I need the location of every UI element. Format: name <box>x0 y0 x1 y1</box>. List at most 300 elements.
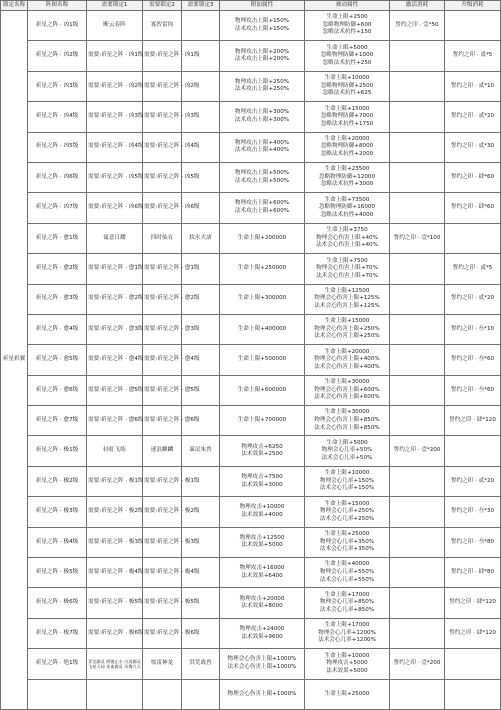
extra-attribute-cell-line: 生命上限+600000 <box>237 386 287 393</box>
formation-name-cell: 祈星之阵 · 极4级 <box>28 527 87 557</box>
column-header: 需要锁定2 <box>143 1 182 11</box>
passive-attribute-cell-line: 忽略法术抗性+4000 <box>320 211 374 218</box>
passive-attribute-cell-line: 忽略物理防御+600 <box>322 21 372 28</box>
extra-attribute-cell <box>220 497 305 527</box>
requirement-1-cell: 断云春阵 <box>87 11 143 41</box>
requirement-2-cell: 惊雷神龙 <box>143 649 182 679</box>
extra-attribute-cell-line: 物理攻击上限+600% <box>234 200 290 207</box>
passive-attribute-cell-line: 生命上限+30000 <box>324 409 370 416</box>
activate-cost-cell <box>390 284 445 314</box>
passive-attribute-cell-line: 法术效果+5000 <box>326 667 368 674</box>
requirement-1-cell: 青龙御灵 明镜止水 白虎御灵 飞星灭却 朱雀御灵 凤舞九天 <box>87 649 143 679</box>
requirement-1-cell: 需要:祈星之阵 · 凶4级 <box>87 132 143 162</box>
extra-attribute-cell-line: 物理攻击上限+500% <box>234 170 290 177</box>
activate-cost-cell <box>390 254 445 284</box>
activate-cost-cell <box>390 679 445 709</box>
extra-attribute-cell-line: 法术效果+4000 <box>241 511 283 518</box>
passive-attribute-cell <box>305 132 390 162</box>
passive-attribute-cell <box>305 193 390 223</box>
formation-name-cell: 祈星之阵 · 凶6级 <box>28 162 87 192</box>
passive-attribute-cell-line: 生命上限+15000 <box>324 500 370 507</box>
extra-attribute-cell-line: 物理攻击上限+150% <box>234 18 290 25</box>
formation-name-cell: 祈星之阵 · 极6级 <box>28 588 87 618</box>
upgrade-cost-cell: 誓约之印 · 肆*60 <box>445 162 501 192</box>
passive-attribute-cell-line: 生命上限+10000 <box>324 470 370 477</box>
upgrade-cost-cell <box>445 223 501 253</box>
activate-cost-cell <box>390 375 445 405</box>
passive-attribute-cell-line: 生命上限+20000 <box>324 348 370 355</box>
extra-attribute-cell-line: 物理攻击+10000 <box>239 504 285 511</box>
table-row <box>1 71 501 101</box>
extra-attribute-cell-line: 法术会心伤害上限+1000% <box>227 663 297 670</box>
passive-attribute-cell-line: 物理会心伤害上限+40% <box>316 234 378 241</box>
table-row <box>1 588 501 618</box>
extra-attribute-cell-line: 生命上限+250000 <box>237 265 287 272</box>
passive-attribute-cell-line: 忽略法术抗性+250 <box>322 59 372 66</box>
table-row <box>1 527 501 557</box>
passive-attribute-cell-line: 法术会心几率+1200% <box>318 637 376 644</box>
passive-attribute-cell-line: 物理会心几率+350% <box>319 538 375 545</box>
passive-attribute-cell-line: 生命上限+15000 <box>324 105 370 112</box>
passive-attribute-cell-line: 生命上限+3750 <box>326 227 368 234</box>
activate-cost-cell <box>390 345 445 375</box>
extra-attribute-cell <box>220 223 305 253</box>
passive-attribute-cell-line: 物理会心几率+550% <box>319 568 375 575</box>
requirement-2-cell: 需要:祈星之阵 · 凶6级 <box>143 193 182 223</box>
table-row <box>1 102 501 132</box>
requirement-1-cell: 轻虹飞练 <box>87 436 143 466</box>
formation-name-cell: 祈星之阵 · 愈5级 <box>28 345 87 375</box>
requirement-1-cell: 需要:祈星之阵 · 愈3级 <box>87 314 143 344</box>
passive-attribute-cell-line: 物理会心几率+50% <box>321 447 373 454</box>
passive-attribute-cell-line: 忽略物理防御+8000 <box>320 143 374 150</box>
table-row <box>1 132 501 162</box>
extra-attribute-cell-line: 法术效果+6400 <box>241 572 283 579</box>
activate-cost-cell: 誓约之印 · 壹*200 <box>390 649 445 679</box>
extra-attribute-cell <box>220 193 305 223</box>
passive-attribute-cell-line: 物理会心伤害上限+70% <box>316 265 378 272</box>
passive-attribute-cell-line: 法术会心几率+550% <box>319 576 375 583</box>
passive-attribute-cell <box>305 254 390 284</box>
passive-attribute-cell-line: 法术会心伤害上限+70% <box>316 272 378 279</box>
formation-name-cell: 祈星之阵 · 凶2级 <box>28 41 87 71</box>
requirement-2-cell: 需要:祈星之阵 · 极4级 <box>143 558 182 588</box>
formation-name-cell: 祈星之阵 · 凶1级 <box>28 11 87 41</box>
extra-attribute-cell <box>220 406 305 436</box>
column-header: 阵图名称 <box>28 1 87 11</box>
activate-cost-cell <box>390 558 445 588</box>
extra-attribute-cell-line: 生命上限+500000 <box>237 356 287 363</box>
formation-name-cell: 祈星之阵 · 极2级 <box>28 466 87 496</box>
requirement-3-cell: 洪荒战兽 <box>182 649 220 679</box>
requirement-1-cell: 需要:祈星之阵 · 凶1级 <box>87 41 143 71</box>
passive-attribute-cell <box>305 375 390 405</box>
requirement-1-cell: 需要:祈星之阵 · 极3级 <box>87 527 143 557</box>
extra-attribute-cell-line: 物理攻击+20000 <box>239 595 285 602</box>
formation-name-cell: 祈星之阵 · 极5级 <box>28 558 87 588</box>
passive-attribute-cell <box>305 649 390 679</box>
formation-name-cell: 祈星之阵 · 凶5级 <box>28 132 87 162</box>
upgrade-cost-cell <box>445 11 501 41</box>
extra-attribute-cell-line: 物理攻击+24000 <box>239 625 285 632</box>
requirement-2-cell: 需要:祈星之阵 · 愈1级 <box>143 254 182 284</box>
passive-attribute-cell-line: 忽略物理防御+12000 <box>318 173 376 180</box>
passive-attribute-cell-line: 忽略物理防御+7000 <box>320 113 374 120</box>
requirement-2-cell: 需要:祈星之阵 · 极6级 <box>143 618 182 648</box>
passive-attribute-cell-line: 生命上限+15000 <box>324 318 370 325</box>
extra-attribute-cell-line: 法术攻击上限+250% <box>234 86 290 93</box>
formation-name-cell: 祈星之阵 · 愈2级 <box>28 254 87 284</box>
passive-attribute-cell-line: 生命上限+2500 <box>326 14 368 21</box>
upgrade-cost-cell: 誓约之印 · 肆*60 <box>445 193 501 223</box>
passive-attribute-cell-line: 物理会心几率+1200% <box>318 629 376 636</box>
column-header: 附加属性 <box>220 1 305 11</box>
group-name-cell: 祈星彩翼 <box>1 11 28 710</box>
extra-attribute-cell-line: 生命上限+200000 <box>237 234 287 241</box>
extra-attribute-cell-line: 法术攻击上限+600% <box>234 208 290 215</box>
passive-attribute-cell <box>305 162 390 192</box>
formation-name-cell: 祈星之阵 · 愈4级 <box>28 314 87 344</box>
upgrade-cost-cell: 誓约之印 · 叁*60 <box>445 375 501 405</box>
column-header: 需要锁定1 <box>87 1 143 11</box>
formation-name-cell: 祈星之阵 · 愈1级 <box>28 223 87 253</box>
formation-name-cell: 祈星之阵 · 凶7级 <box>28 193 87 223</box>
table-row <box>1 254 501 284</box>
table-row <box>1 497 501 527</box>
extra-attribute-cell <box>220 618 305 648</box>
table-row <box>1 618 501 648</box>
passive-attribute-cell <box>305 41 390 71</box>
passive-attribute-cell-line: 法术会心伤害上限+400% <box>314 363 380 370</box>
extra-attribute-cell-line: 法术攻击上限+400% <box>234 147 290 154</box>
passive-attribute-cell-line: 生命上限+7500 <box>326 257 368 264</box>
requirement-2-cell: 需要:祈星之阵 · 愈6级 <box>143 406 182 436</box>
passive-attribute-cell-line: 物理攻击+5000 <box>326 660 368 667</box>
requirement-1-cell: 需要:祈星之阵 · 极1级 <box>87 466 143 496</box>
extra-attribute-cell-line: 物理攻击上限+200% <box>234 48 290 55</box>
passive-attribute-cell-line: 忽略法术抗性+625 <box>322 90 372 97</box>
passive-attribute-cell <box>305 71 390 101</box>
requirement-2-cell: 需要:祈星之阵 · 极3级 <box>143 527 182 557</box>
column-header: 激活消耗 <box>390 1 445 11</box>
passive-attribute-cell-line: 忽略法术抗性+2000 <box>320 151 374 158</box>
passive-attribute-cell-line: 生命上限+17000 <box>324 622 370 629</box>
requirement-2-cell: 迷浪麒麟 <box>143 436 182 466</box>
activate-cost-cell <box>390 102 445 132</box>
upgrade-cost-cell: 誓约之印 · 贰*20 <box>445 102 501 132</box>
table-row <box>1 223 501 253</box>
extra-attribute-cell <box>220 466 305 496</box>
header-row <box>1 1 501 11</box>
passive-attribute-cell-line: 忽略法术抗性+150 <box>322 29 372 36</box>
passive-attribute-cell-line: 法术会心伤害上限+850% <box>314 424 380 431</box>
passive-attribute-cell <box>305 436 390 466</box>
extra-attribute-cell <box>220 11 305 41</box>
passive-attribute-cell-line: 物理会心几率+250% <box>319 508 375 515</box>
requirement-2-cell: 需要:祈星之阵 · 极5级 <box>143 588 182 618</box>
extra-attribute-cell-line: 法术效果+5000 <box>241 542 283 549</box>
requirement-2-cell: 需要:祈星之阵 · 极2级 <box>143 497 182 527</box>
requirement-2-cell: 需要:祈星之阵 · 凶1级 <box>143 41 182 71</box>
table-row <box>1 649 501 679</box>
table-row <box>1 41 501 71</box>
formation-name-cell: 祈星之阵 · 凶4级 <box>28 102 87 132</box>
requirement-1-cell: 需要:祈星之阵 · 愈5级 <box>87 375 143 405</box>
upgrade-cost-cell: 誓约之印 · 贰*5 <box>445 41 501 71</box>
passive-attribute-cell-line: 法术会心几率+250% <box>319 515 375 522</box>
extra-attribute-cell <box>220 649 305 679</box>
upgrade-cost-cell: 誓约之印 · 贰*20 <box>445 284 501 314</box>
extra-attribute-cell-line: 生命上限+700000 <box>237 417 287 423</box>
activate-cost-cell <box>390 162 445 192</box>
requirement-2-cell <box>143 679 182 709</box>
upgrade-cost-cell: 誓约之印 · 肆*80 <box>445 558 501 588</box>
extra-attribute-cell-line: 物理会心伤害上限+1000% <box>227 690 297 697</box>
requirement-1-cell: 寓意日耀 <box>87 223 143 253</box>
extra-attribute-cell <box>220 558 305 588</box>
passive-attribute-cell-line: 生命上限+25000 <box>324 531 370 538</box>
extra-attribute-cell-line: 法术攻击上限+300% <box>234 116 290 123</box>
table-row <box>1 193 501 223</box>
passive-attribute-cell-line: 生命上限+25000 <box>324 690 370 697</box>
requirement-2-cell: 需要:祈星之阵 · 凶2级 <box>143 71 182 101</box>
requirement-1-cell: 需要:祈星之阵 · 极2级 <box>87 497 143 527</box>
passive-attribute-cell <box>305 497 390 527</box>
requirement-1-cell: 需要:祈星之阵 · 极5级 <box>87 588 143 618</box>
table-row <box>1 436 501 466</box>
extra-attribute-cell-line: 法术攻击上限+500% <box>234 177 290 184</box>
requirement-1-cell: 需要:祈星之阵 · 凶6级 <box>87 193 143 223</box>
requirement-2-cell: 需要:祈星之阵 · 凶5级 <box>143 162 182 192</box>
passive-attribute-cell <box>305 406 390 436</box>
passive-attribute-cell <box>305 102 390 132</box>
table-row <box>1 375 501 405</box>
extra-attribute-cell <box>220 375 305 405</box>
passive-attribute-cell-line: 物理会心伤害上限+125% <box>314 295 380 302</box>
passive-attribute-cell-line: 生命上限+5000 <box>326 439 368 446</box>
activate-cost-cell <box>390 132 445 162</box>
table-row <box>1 679 501 709</box>
column-header: 升级消耗 <box>445 1 501 11</box>
extra-attribute-cell-line: 生命上限+300000 <box>237 295 287 302</box>
table-row <box>1 284 501 314</box>
passive-attribute-cell-line: 生命上限+20000 <box>324 135 370 142</box>
passive-attribute-cell-line: 物理会心伤害上限+250% <box>314 325 380 332</box>
requirement-1-cell: 需要:祈星之阵 · 极6级 <box>87 618 143 648</box>
passive-attribute-cell-line: 法术会心几率+850% <box>319 606 375 613</box>
passive-attribute-cell-line: 法术会心几率+50% <box>321 454 373 461</box>
upgrade-cost-cell: 誓约之印 · 贰*20 <box>445 466 501 496</box>
passive-attribute-cell-line: 法术会心伤害上限+250% <box>314 333 380 340</box>
requirement-3-cell <box>182 11 220 41</box>
upgrade-cost-cell: 誓约之印 · 肆*120 <box>445 406 501 436</box>
passive-attribute-cell-line: 物理会心几率+150% <box>319 477 375 484</box>
passive-attribute-cell <box>305 314 390 344</box>
upgrade-cost-cell <box>445 436 501 466</box>
passive-attribute-cell-line: 物理会心伤害上限+850% <box>314 417 380 423</box>
passive-attribute-cell-line: 生命上限+23500 <box>324 166 370 173</box>
extra-attribute-cell-line: 物理攻击上限+250% <box>234 78 290 85</box>
passive-attribute-cell-line: 物理会心伤害上限+400% <box>314 356 380 363</box>
extra-attribute-cell <box>220 102 305 132</box>
requirement-2-cell: 需要:祈星之阵 · 凶3级 <box>143 102 182 132</box>
requirement-1-cell: 需要:祈星之阵 · 极4级 <box>87 558 143 588</box>
requirement-1-cell: 需要:祈星之阵 · 凶5级 <box>87 162 143 192</box>
requirement-3-cell: 暴戾朱兽 <box>182 436 220 466</box>
passive-attribute-cell-line: 生命上限+30000 <box>324 379 370 386</box>
extra-attribute-cell <box>220 254 305 284</box>
table-body <box>1 11 501 710</box>
extra-attribute-cell <box>220 132 305 162</box>
table-row <box>1 11 501 41</box>
upgrade-cost-cell: 誓约之印 · 贰*5 <box>445 254 501 284</box>
activate-cost-cell <box>390 41 445 71</box>
passive-attribute-cell <box>305 223 390 253</box>
formation-name-cell <box>28 679 87 709</box>
upgrade-cost-cell: 誓约之印 · 肆*120 <box>445 618 501 648</box>
extra-attribute-cell <box>220 314 305 344</box>
activate-cost-cell <box>390 466 445 496</box>
table-row <box>1 558 501 588</box>
formation-name-cell: 祈星之阵 · 绝1级 <box>28 649 87 679</box>
requirement-1-cell: 需要:祈星之阵 · 愈2级 <box>87 284 143 314</box>
requirement-2-cell: 四时仙育 <box>143 223 182 253</box>
requirement-2-cell: 需要:祈星之阵 · 凶4级 <box>143 132 182 162</box>
requirement-3-cell: 软水夫渚 <box>182 223 220 253</box>
activate-cost-cell <box>390 527 445 557</box>
passive-attribute-cell <box>305 679 390 709</box>
requirement-1-cell: 需要:祈星之阵 · 凶2级 <box>87 71 143 101</box>
passive-attribute-cell-line: 生命上限+10000 <box>324 75 370 82</box>
extra-attribute-cell-line: 物理攻击+16000 <box>239 565 285 572</box>
passive-attribute-cell-line: 生命上限+5000 <box>326 44 368 51</box>
activate-cost-cell <box>390 71 445 101</box>
table-row <box>1 466 501 496</box>
extra-attribute-cell-line: 法术攻击上限+150% <box>234 25 290 32</box>
requirement-1-cell: 需要:祈星之阵 · 凶3级 <box>87 102 143 132</box>
extra-attribute-cell-line: 法术效果+3000 <box>241 481 283 488</box>
passive-attribute-cell-line: 法术会心几率+150% <box>319 485 375 492</box>
passive-attribute-cell <box>305 588 390 618</box>
requirement-1-cell <box>87 679 143 709</box>
activate-cost-cell <box>390 314 445 344</box>
extra-attribute-cell <box>220 527 305 557</box>
formation-name-cell: 祈星之阵 · 愈7级 <box>28 406 87 436</box>
passive-attribute-cell-line: 忽略物理防御+2500 <box>320 82 374 89</box>
table-row <box>1 314 501 344</box>
extra-attribute-cell <box>220 436 305 466</box>
upgrade-cost-cell <box>445 649 501 679</box>
requirement-2-cell: 需要:祈星之阵 · 愈3级 <box>143 314 182 344</box>
requirement-2-cell: 需要:祈星之阵 · 愈5级 <box>143 375 182 405</box>
activate-cost-cell <box>390 588 445 618</box>
passive-attribute-cell-line: 生命上限+17000 <box>324 591 370 598</box>
upgrade-cost-cell: 誓约之印 · 肆*120 <box>445 588 501 618</box>
passive-attribute-cell-line: 法术会心伤害上限+600% <box>314 394 380 401</box>
upgrade-cost-cell: 誓约之印 · 叁*80 <box>445 527 501 557</box>
extra-attribute-cell-line: 物理会心伤害上限+1000% <box>227 656 297 663</box>
column-header: 被动属性 <box>305 1 390 11</box>
requirement-2-cell: 需要:祈星之阵 · 极1级 <box>143 466 182 496</box>
upgrade-cost-cell <box>445 679 501 709</box>
requirement-1-cell: 需要:祈星之阵 · 愈4级 <box>87 345 143 375</box>
extra-attribute-cell-line: 生命上限+400000 <box>237 325 287 332</box>
extra-attribute-cell <box>220 679 305 709</box>
passive-attribute-cell <box>305 527 390 557</box>
passive-attribute-cell-line: 生命上限+40000 <box>324 561 370 568</box>
formation-name-cell: 祈星之阵 · 凶3级 <box>28 71 87 101</box>
passive-attribute-cell <box>305 558 390 588</box>
formation-name-cell: 祈星之阵 · 愈3级 <box>28 284 87 314</box>
passive-attribute-cell-line: 法术会心伤害上限+125% <box>314 302 380 309</box>
table-row <box>1 345 501 375</box>
extra-attribute-cell <box>220 345 305 375</box>
passive-attribute-cell-line: 生命上限+12500 <box>324 287 370 294</box>
activate-cost-cell <box>390 193 445 223</box>
passive-attribute-cell-line: 法术会心几率+350% <box>319 546 375 553</box>
requirement-1-cell: 需要:祈星之阵 · 愈1级 <box>87 254 143 284</box>
extra-attribute-cell-line: 法术效果+2500 <box>241 451 283 458</box>
extra-attribute-cell-line: 物理攻击上限+400% <box>234 139 290 146</box>
upgrade-cost-cell: 誓约之印 · 贰*30 <box>445 132 501 162</box>
activate-cost-cell <box>390 406 445 436</box>
requirement-2-cell: 需要:祈星之阵 · 愈4级 <box>143 345 182 375</box>
activate-cost-cell: 誓约之印 · 壹*100 <box>390 223 445 253</box>
formation-name-cell: 祈星之阵 · 极3级 <box>28 497 87 527</box>
extra-attribute-cell-line: 物理攻击+6250 <box>241 443 283 450</box>
extra-attribute-cell <box>220 588 305 618</box>
upgrade-cost-cell: 誓约之印 · 叁*30 <box>445 497 501 527</box>
extra-attribute-cell-line: 法术效果+9600 <box>241 633 283 640</box>
extra-attribute-cell-line: 物理攻击+12500 <box>239 534 285 541</box>
table-row <box>1 406 501 436</box>
extra-attribute-cell <box>220 162 305 192</box>
passive-attribute-cell-line: 生命上限+73500 <box>324 196 370 203</box>
extra-attribute-cell-line: 法术攻击上限+200% <box>234 56 290 63</box>
extra-attribute-cell <box>220 71 305 101</box>
passive-attribute-cell-line: 忽略物理防御+16000 <box>318 204 376 211</box>
activate-cost-cell <box>390 497 445 527</box>
passive-attribute-cell <box>305 11 390 41</box>
requirement-3-cell <box>182 679 220 709</box>
activate-cost-cell <box>390 618 445 648</box>
passive-attribute-cell-line: 物理会心伤害上限+600% <box>314 386 380 393</box>
extra-attribute-cell-line: 物理攻击+7500 <box>241 474 283 480</box>
column-header: 锁定名称 <box>1 1 28 11</box>
requirement-1-cell: 需要:祈星之阵 · 愈6级 <box>87 406 143 436</box>
passive-attribute-cell-line: 忽略物理防御+1000 <box>320 52 374 59</box>
upgrade-cost-cell: 誓约之印 · 叁*60 <box>445 345 501 375</box>
passive-attribute-cell <box>305 345 390 375</box>
formation-name-cell: 祈星之阵 · 愈6级 <box>28 375 87 405</box>
extra-attribute-cell-line: 物理攻击上限+300% <box>234 109 290 116</box>
extra-attribute-cell <box>220 41 305 71</box>
formation-name-cell: 祈星之阵 · 极7级 <box>28 618 87 648</box>
passive-attribute-cell-line: 法术会心伤害上限+40% <box>316 242 378 249</box>
activate-cost-cell: 誓约之印 · 壹*200 <box>390 436 445 466</box>
requirement-2-cell: 需要:祈星之阵 · 愈2级 <box>143 284 182 314</box>
extra-attribute-cell <box>220 284 305 314</box>
passive-attribute-cell <box>305 466 390 496</box>
column-header: 需要锁定3 <box>182 1 220 11</box>
passive-attribute-cell <box>305 618 390 648</box>
passive-attribute-cell-line: 忽略法术抗性+1750 <box>320 120 374 127</box>
passive-attribute-cell-line: 物理会心几率+850% <box>319 599 375 606</box>
requirement-2-cell: 寡智雷钧 <box>143 11 182 41</box>
extra-attribute-cell-line: 法术效果+8000 <box>241 603 283 610</box>
passive-attribute-cell-line: 生命上限+10000 <box>324 652 370 659</box>
passive-attribute-cell <box>305 284 390 314</box>
